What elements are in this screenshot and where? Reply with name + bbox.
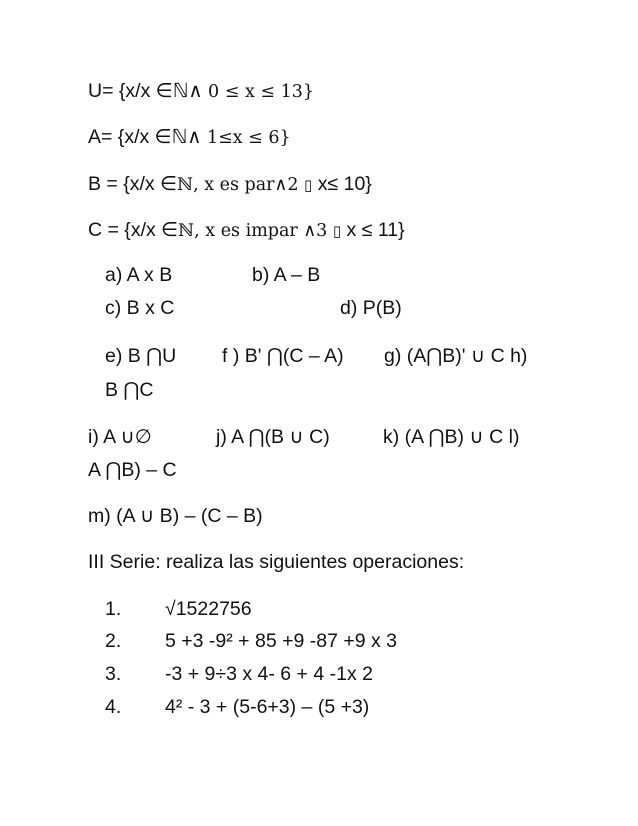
exercise-c: c) B x C xyxy=(105,297,175,319)
set-A-condition: 1≤x ≤ 6} xyxy=(206,128,291,148)
operation-text: -3 + 9÷3 x 4- 6 + 4 -1x 2 xyxy=(165,663,373,685)
exercise-g: g) (A⋂B)' ∪ C h) xyxy=(384,345,528,367)
exercise-j: j) A ⋂(B ∪ C) xyxy=(216,426,330,448)
set-A-prefix: A= {x/x ∈ℕ∧ xyxy=(88,126,207,148)
set-B-suffix: x≤ 10} xyxy=(312,173,372,195)
exercise-i: i) A ∪∅ xyxy=(88,426,152,448)
exercise-b: b) A – B xyxy=(252,264,321,286)
set-B-condition: ℕ, x es par∧2 xyxy=(177,175,305,195)
operation-number: 3. xyxy=(105,663,122,685)
operation-text: 4² - 3 + (5-6+3) – (5 +3) xyxy=(165,696,370,718)
exercise-h-continued: B ⋂C xyxy=(105,379,154,401)
set-U-definition xyxy=(88,78,314,105)
exercise-d: d) P(B) xyxy=(340,297,402,319)
operation-number: 2. xyxy=(105,630,122,652)
missing-glyph-box: ▯ xyxy=(332,223,342,240)
set-C-suffix: x ≤ 11} xyxy=(341,219,405,241)
operation-text: √1522756 xyxy=(165,598,252,620)
set-A-definition xyxy=(88,124,291,151)
set-C-prefix: C = {x/x ∈ xyxy=(88,219,179,241)
set-B-definition xyxy=(88,171,372,199)
exercise-m: m) (A ∪ B) – (C – B) xyxy=(88,505,263,527)
exercise-a: a) A x B xyxy=(105,264,173,286)
operation-text: 5 +3 -9² + 85 +9 -87 +9 x 3 xyxy=(165,630,397,652)
set-U-condition: 0 ≤ x ≤ 13} xyxy=(208,82,315,102)
operation-number: 4. xyxy=(105,696,122,718)
set-C-definition xyxy=(88,217,405,245)
exercise-e: e) B ⋂U xyxy=(105,345,177,367)
operation-number: 1. xyxy=(105,598,122,620)
set-U-prefix: U= {x/x ∈ℕ∧ xyxy=(88,80,209,102)
set-C-condition: ℕ, x es impar ∧3 xyxy=(178,221,333,241)
exercise-k: k) (A ⋂B) ∪ C l) xyxy=(383,426,520,448)
series3-heading: III Serie: realiza las siguientes operaciones: xyxy=(88,551,465,573)
exercise-l-continued: A ⋂B) – C xyxy=(88,459,177,481)
missing-glyph-box: ▯ xyxy=(304,177,313,194)
exercise-f: f ) B' ⋂(C – A) xyxy=(222,345,344,367)
set-B-prefix: B = {x/x ∈ xyxy=(88,173,178,195)
